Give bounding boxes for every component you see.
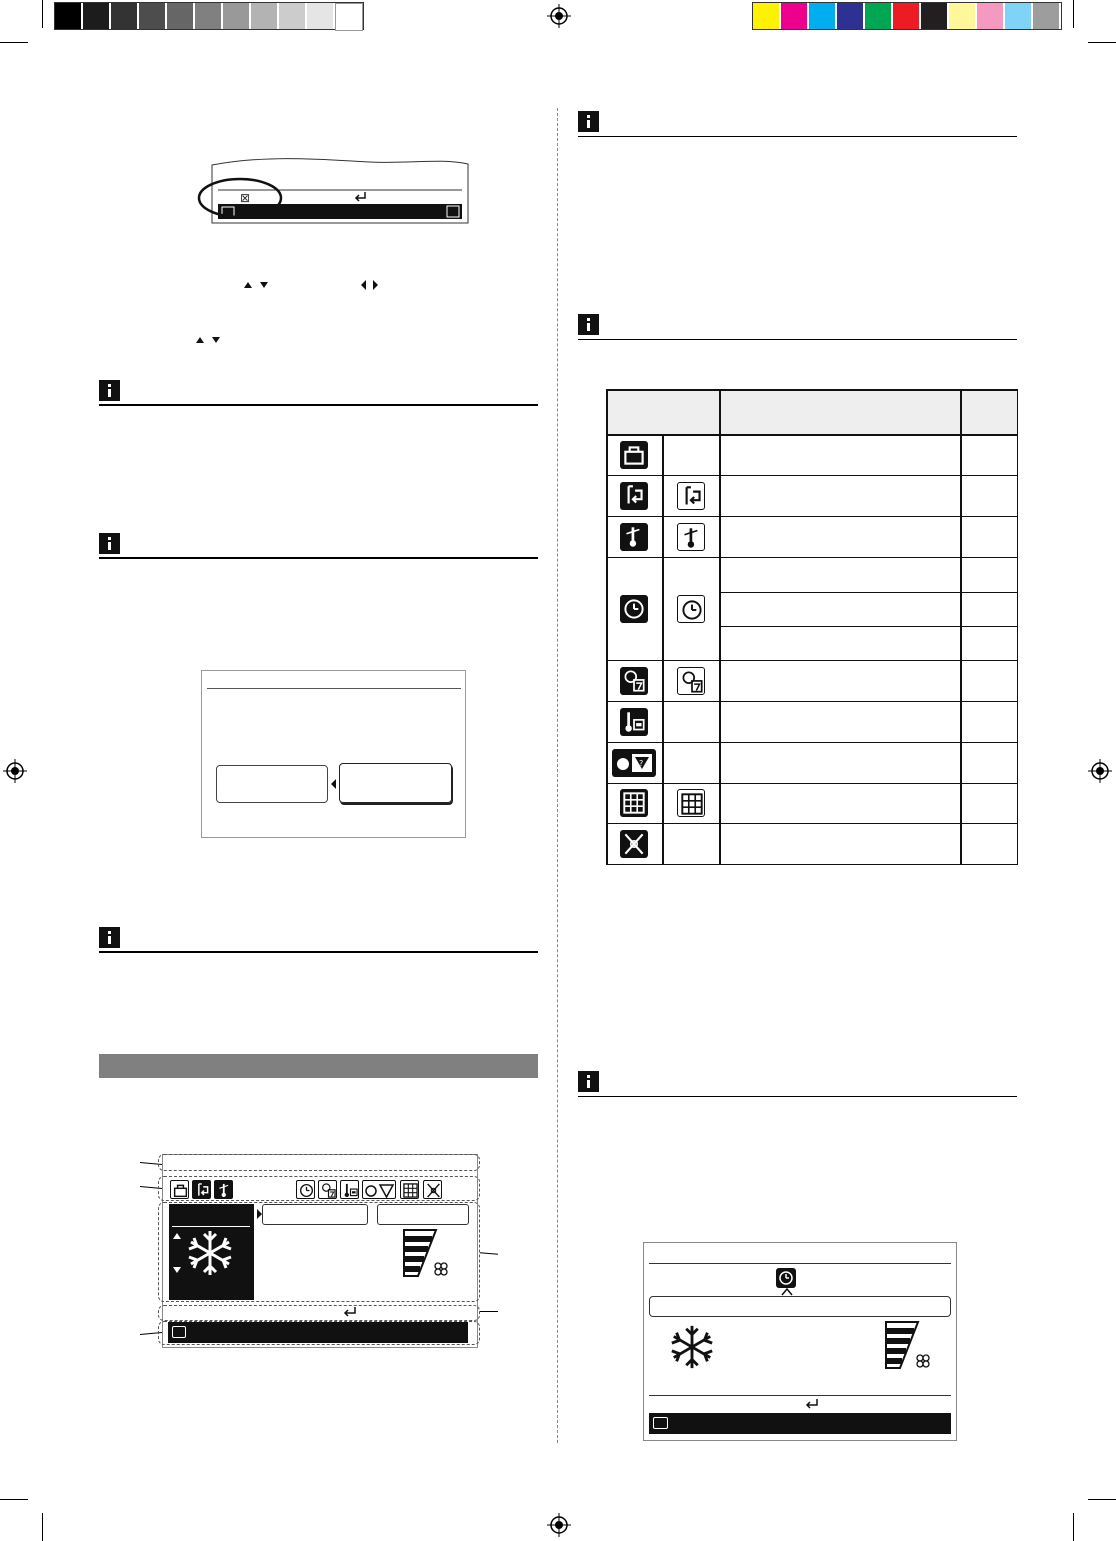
color-swatch bbox=[279, 3, 305, 29]
trim-mark bbox=[42, 1513, 43, 1541]
note-rule bbox=[578, 1096, 1017, 1097]
color-swatch bbox=[809, 3, 835, 29]
pipe-return-icon bbox=[677, 482, 705, 510]
enter-icon bbox=[804, 1398, 820, 1410]
table-rule bbox=[606, 434, 1018, 436]
grid-icon bbox=[677, 789, 705, 817]
timer-icon bbox=[776, 1268, 796, 1288]
weekly-timer-icon bbox=[620, 667, 648, 695]
pointer-caret-icon bbox=[781, 1288, 793, 1296]
note-rule bbox=[99, 951, 538, 953]
callout-line bbox=[480, 1252, 498, 1255]
pipe-return-icon bbox=[620, 482, 648, 510]
fan-speed-icon bbox=[880, 1319, 936, 1371]
timer-guide-rule bbox=[649, 1395, 951, 1396]
color-swatch bbox=[865, 3, 891, 29]
table-rule bbox=[606, 557, 1018, 558]
trim-mark bbox=[0, 42, 28, 43]
menu-bar bbox=[168, 1322, 468, 1343]
note-rule bbox=[99, 404, 538, 406]
color-swatch bbox=[781, 3, 807, 29]
trim-mark bbox=[42, 0, 43, 28]
thermometer-icon bbox=[620, 523, 648, 551]
dialog-right-button bbox=[339, 763, 452, 803]
snowflake-icon bbox=[668, 1323, 716, 1371]
color-swatch bbox=[223, 3, 249, 29]
color-swatch bbox=[139, 3, 165, 29]
svg-text:?: ? bbox=[639, 758, 644, 768]
table-rule bbox=[662, 434, 664, 865]
down-arrow-icon bbox=[173, 1266, 181, 1274]
up-down-arrow-icon bbox=[195, 335, 223, 345]
menu-bar bbox=[649, 1413, 951, 1434]
registration-target-icon bbox=[1088, 759, 1112, 783]
room-temp-icon bbox=[340, 1180, 359, 1199]
svg-text:⊠: ⊠ bbox=[240, 191, 251, 205]
up-arrow-icon bbox=[173, 1232, 181, 1240]
bag-icon bbox=[170, 1180, 189, 1199]
title-area bbox=[158, 1154, 480, 1171]
fan-off-icon bbox=[423, 1180, 442, 1199]
color-swatch bbox=[837, 3, 863, 29]
table-rule bbox=[606, 742, 1018, 743]
dialog-left-button bbox=[216, 765, 328, 803]
fan-off-icon bbox=[620, 830, 648, 858]
mode-panel-rule bbox=[172, 1226, 250, 1227]
color-swatch bbox=[753, 3, 779, 29]
column-divider bbox=[557, 108, 558, 1443]
color-swatch bbox=[83, 3, 109, 29]
trim-mark bbox=[1088, 42, 1116, 43]
trim-mark bbox=[0, 1499, 28, 1500]
timer-value-field bbox=[649, 1296, 951, 1317]
timer-screen-figure bbox=[643, 1242, 957, 1441]
weekly-timer-icon bbox=[318, 1180, 337, 1199]
color-swatch bbox=[55, 3, 81, 29]
setting-field-left bbox=[262, 1204, 368, 1225]
table-rule bbox=[606, 701, 1018, 702]
menu-button-icon bbox=[653, 1417, 668, 1429]
left-right-arrow-icon bbox=[360, 279, 382, 291]
color-swatch bbox=[167, 3, 193, 29]
thermometer-icon bbox=[214, 1180, 233, 1199]
callout-line bbox=[480, 1311, 498, 1312]
section-header-bar bbox=[99, 1054, 538, 1078]
thermometer-icon bbox=[677, 523, 705, 551]
table-rule bbox=[719, 626, 1018, 627]
note-rule bbox=[578, 136, 1017, 137]
table-rule bbox=[606, 783, 1018, 784]
defrost-error-icon bbox=[362, 1180, 396, 1199]
color-swatch bbox=[1033, 3, 1059, 29]
note-rule bbox=[99, 557, 538, 559]
color-swatch bbox=[251, 3, 277, 29]
table-rule bbox=[606, 475, 1018, 476]
color-swatch bbox=[949, 3, 975, 29]
trim-mark bbox=[1073, 0, 1074, 28]
grid-icon bbox=[400, 1180, 419, 1199]
info-icon bbox=[578, 314, 599, 335]
color-swatch bbox=[893, 3, 919, 29]
table-header-row bbox=[606, 389, 1018, 434]
defrost-error-icon bbox=[612, 749, 656, 777]
main-screen-figure bbox=[140, 1150, 520, 1350]
trim-mark bbox=[1073, 1513, 1074, 1541]
registration-target-icon bbox=[547, 4, 571, 28]
table-rule bbox=[960, 389, 962, 865]
up-down-arrow-icon bbox=[243, 280, 271, 290]
color-swatch bbox=[921, 3, 947, 29]
weekly-timer-icon bbox=[677, 667, 705, 695]
registration-target-icon bbox=[3, 759, 27, 783]
table-rule bbox=[606, 660, 1018, 661]
caret-left-icon bbox=[330, 779, 338, 789]
snowflake-icon bbox=[185, 1228, 235, 1278]
bag-icon bbox=[620, 441, 648, 469]
info-icon bbox=[99, 380, 120, 401]
color-swatch bbox=[977, 3, 1003, 29]
dialog-title-rule bbox=[207, 688, 461, 689]
color-swatch bbox=[111, 3, 137, 29]
timer-icon bbox=[296, 1180, 315, 1199]
menu-button-icon bbox=[172, 1326, 186, 1338]
info-icon bbox=[578, 111, 599, 132]
fan-speed-icon bbox=[398, 1228, 454, 1278]
table-rule bbox=[606, 864, 1018, 866]
trim-mark bbox=[1088, 1499, 1116, 1500]
table-rule bbox=[1017, 389, 1019, 865]
info-icon bbox=[578, 1071, 599, 1092]
timer-title-rule bbox=[649, 1263, 951, 1264]
setting-field-right bbox=[377, 1204, 469, 1225]
timer-icon bbox=[677, 595, 705, 623]
info-icon bbox=[99, 927, 120, 948]
enter-icon bbox=[342, 1306, 358, 1318]
grid-icon bbox=[620, 789, 648, 817]
table-rule bbox=[606, 823, 1018, 824]
table-rule bbox=[606, 516, 1018, 517]
screen-excerpt-figure bbox=[190, 150, 480, 230]
table-rule bbox=[719, 389, 721, 865]
table-rule bbox=[606, 389, 1018, 391]
pipe-return-icon bbox=[192, 1180, 211, 1199]
info-icon bbox=[99, 533, 120, 554]
room-temp-icon bbox=[620, 708, 648, 736]
color-swatch bbox=[1005, 3, 1031, 29]
color-swatch bbox=[335, 3, 363, 31]
color-swatch bbox=[195, 3, 221, 29]
dialog-screen-figure bbox=[201, 670, 466, 838]
color-swatch bbox=[307, 3, 333, 29]
table-rule bbox=[719, 592, 1018, 593]
table-rule bbox=[606, 389, 608, 865]
status-icon-table bbox=[606, 389, 1018, 865]
status-icon-bar bbox=[170, 1180, 470, 1199]
guide-area bbox=[158, 1305, 480, 1321]
timer-icon bbox=[620, 595, 648, 623]
note-rule bbox=[578, 339, 1017, 340]
registration-target-icon bbox=[547, 1513, 571, 1537]
